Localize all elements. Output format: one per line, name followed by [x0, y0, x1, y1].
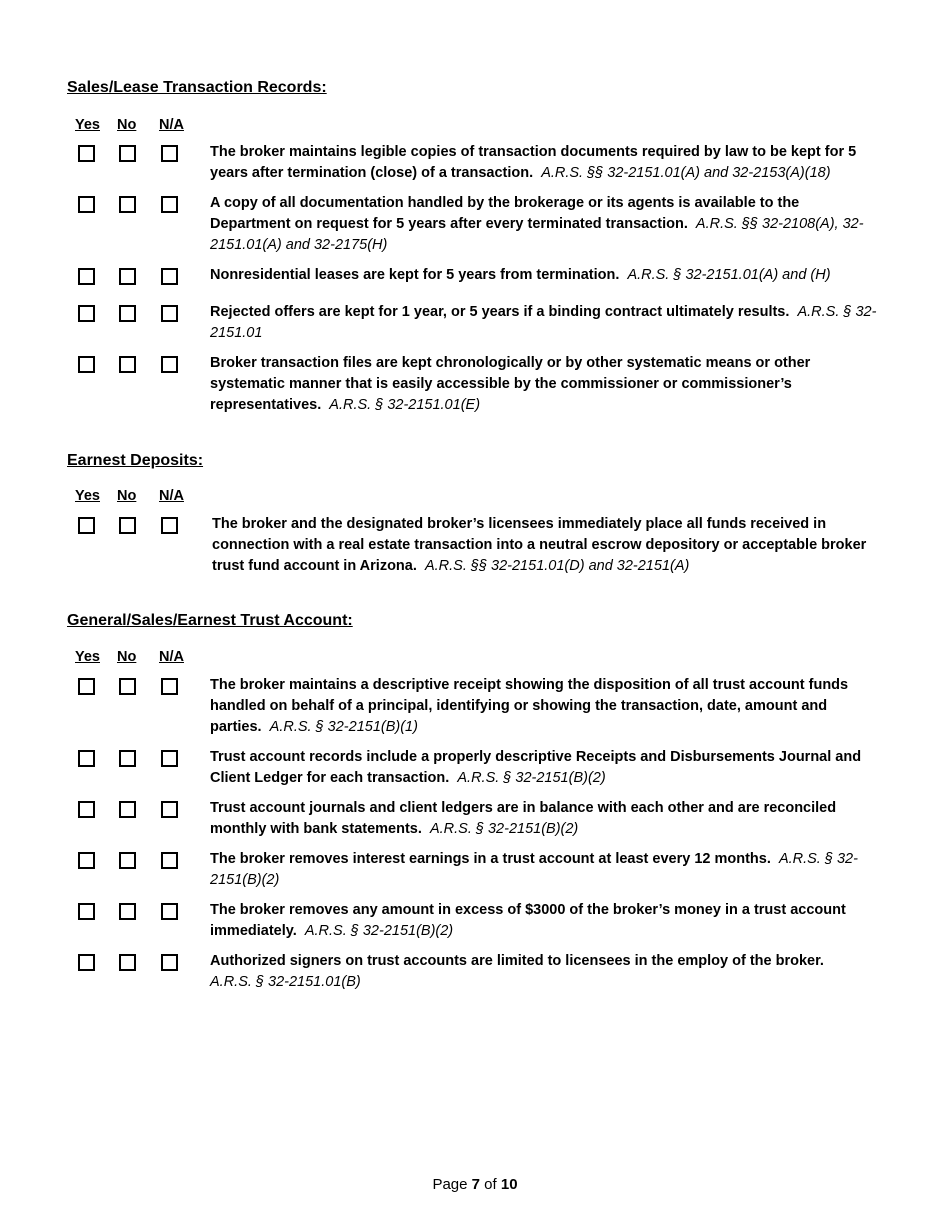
item-citation: A.R.S. § 32-2151(B)(1) — [269, 719, 418, 735]
item-statement: The broker removes any amount in excess of $3000 of the broker’s money in a trust account immediately. — [210, 902, 846, 939]
item-text — [210, 142, 878, 184]
no-checkbox[interactable] — [119, 305, 136, 322]
no-header: No — [117, 117, 137, 133]
no-header: No — [117, 488, 137, 504]
na-header: N/A — [159, 488, 184, 504]
yes-checkbox[interactable] — [78, 852, 95, 869]
section-title-trust-account: General/Sales/Earnest Trust Account: — [67, 612, 353, 629]
item-statement: Nonresidential leases are kept for 5 years from termination. — [210, 267, 620, 283]
no-checkbox[interactable] — [119, 750, 136, 767]
no-header: No — [117, 649, 137, 665]
item-citation: A.R.S. § 32-2151.01(B) — [210, 974, 361, 990]
yes-checkbox[interactable] — [78, 196, 95, 213]
item-citation: A.R.S. § 32-2151(B)(2) — [304, 923, 454, 939]
yes-checkbox[interactable] — [78, 517, 95, 534]
no-checkbox[interactable] — [119, 268, 136, 285]
na-checkbox[interactable] — [161, 678, 178, 695]
total-page-count: 10 — [500, 1176, 518, 1193]
page-label: Page — [432, 1176, 468, 1193]
item-text — [210, 849, 878, 891]
item-citation: A.R.S. § 32-2151.01(E) — [329, 397, 481, 413]
item-statement: Broker transaction files are kept chronologically or by other systematic means or other systematic manner that is easily accessible by the commissioner or commissioner’s representatives. — [210, 355, 811, 413]
yes-header: Yes — [75, 488, 100, 504]
column-headers — [75, 117, 205, 135]
item-text — [210, 265, 878, 286]
na-checkbox[interactable] — [161, 954, 178, 971]
item-statement: The broker maintains legible copies of transaction documents required by law to be kept for 5 years after termination (close) of a transaction. — [210, 144, 857, 181]
yes-checkbox[interactable] — [78, 750, 95, 767]
item-citation: A.R.S. §§ 32-2151.01(D) and 32-2151(A) — [424, 558, 690, 574]
page-footer — [0, 1176, 950, 1193]
item-citation: A.R.S. §§ 32-2108(A), 32-2151.01(A) and 32-2175(H) — [210, 216, 864, 253]
na-header: N/A — [159, 649, 184, 665]
yes-header: Yes — [75, 117, 100, 133]
item-statement: The broker and the designated broker’s licensees immediately place all funds received in connection with a real estate transaction into a neutral escrow depository or acceptable broker trust fund account in Arizona. — [212, 516, 867, 574]
na-checkbox[interactable] — [161, 517, 178, 534]
section-title-sales-lease: Sales/Lease Transaction Records: — [67, 79, 327, 96]
item-text — [210, 353, 878, 416]
item-statement: The broker removes interest earnings in a trust account at least every 12 months. — [210, 851, 771, 867]
yes-checkbox[interactable] — [78, 954, 95, 971]
item-citation: A.R.S. § 32-2151.01(A) and (H) — [627, 267, 831, 283]
column-headers — [75, 649, 205, 667]
na-checkbox[interactable] — [161, 145, 178, 162]
yes-checkbox[interactable] — [78, 903, 95, 920]
item-text — [212, 514, 880, 577]
no-checkbox[interactable] — [119, 517, 136, 534]
no-checkbox[interactable] — [119, 356, 136, 373]
item-citation: A.R.S. §§ 32-2151.01(A) and 32-2153(A)(18) — [541, 165, 831, 181]
item-citation: A.R.S. § 32-2151(B)(2) — [210, 851, 858, 888]
no-checkbox[interactable] — [119, 801, 136, 818]
no-checkbox[interactable] — [119, 954, 136, 971]
item-citation: A.R.S. § 32-2151(B)(2) — [457, 770, 606, 786]
item-text — [210, 900, 878, 942]
na-checkbox[interactable] — [161, 750, 178, 767]
na-checkbox[interactable] — [161, 196, 178, 213]
no-checkbox[interactable] — [119, 145, 136, 162]
na-checkbox[interactable] — [161, 305, 178, 322]
no-checkbox[interactable] — [119, 852, 136, 869]
yes-checkbox[interactable] — [78, 305, 95, 322]
na-checkbox[interactable] — [161, 801, 178, 818]
item-citation: A.R.S. § 32-2151.01 — [210, 304, 877, 341]
item-text — [210, 747, 878, 789]
na-checkbox[interactable] — [161, 268, 178, 285]
yes-checkbox[interactable] — [78, 268, 95, 285]
yes-header: Yes — [75, 649, 100, 665]
item-statement: The broker maintains a descriptive receipt showing the disposition of all trust account funds handled on behalf of a principal, identifying or showing the transaction, date, amount and parties. — [210, 677, 849, 735]
no-checkbox[interactable] — [119, 678, 136, 695]
item-text — [210, 798, 878, 840]
item-statement: Authorized signers on trust accounts are limited to licensees in the employ of the broker. — [210, 953, 824, 969]
na-header: N/A — [159, 117, 184, 133]
item-text — [210, 675, 878, 738]
section-title-earnest-deposits: Earnest Deposits: — [67, 452, 204, 469]
no-checkbox[interactable] — [119, 903, 136, 920]
column-headers — [75, 488, 205, 506]
yes-checkbox[interactable] — [78, 678, 95, 695]
item-text — [210, 951, 878, 993]
item-statement: Trust account journals and client ledgers are in balance with each other and are reconciled monthly with bank statements. — [210, 800, 837, 837]
na-checkbox[interactable] — [161, 356, 178, 373]
no-checkbox[interactable] — [119, 196, 136, 213]
item-citation: A.R.S. § 32-2151(B)(2) — [429, 821, 579, 837]
na-checkbox[interactable] — [161, 852, 178, 869]
item-text — [210, 302, 878, 344]
na-checkbox[interactable] — [161, 903, 178, 920]
yes-checkbox[interactable] — [78, 145, 95, 162]
yes-checkbox[interactable] — [78, 801, 95, 818]
page-separator: of — [484, 1176, 497, 1193]
current-page-number: 7 — [471, 1176, 480, 1193]
item-statement: Rejected offers are kept for 1 year, or 5 years if a binding contract ultimately results. — [210, 304, 790, 320]
item-statement: A copy of all documentation handled by the brokerage or its agents is available to the Department on request for 5 years after every terminated transaction. — [210, 195, 800, 232]
item-text — [210, 193, 878, 256]
item-statement: Trust account records include a properly descriptive Receipts and Disbursements Journal and Client Ledger for each transaction. — [210, 749, 862, 786]
yes-checkbox[interactable] — [78, 356, 95, 373]
